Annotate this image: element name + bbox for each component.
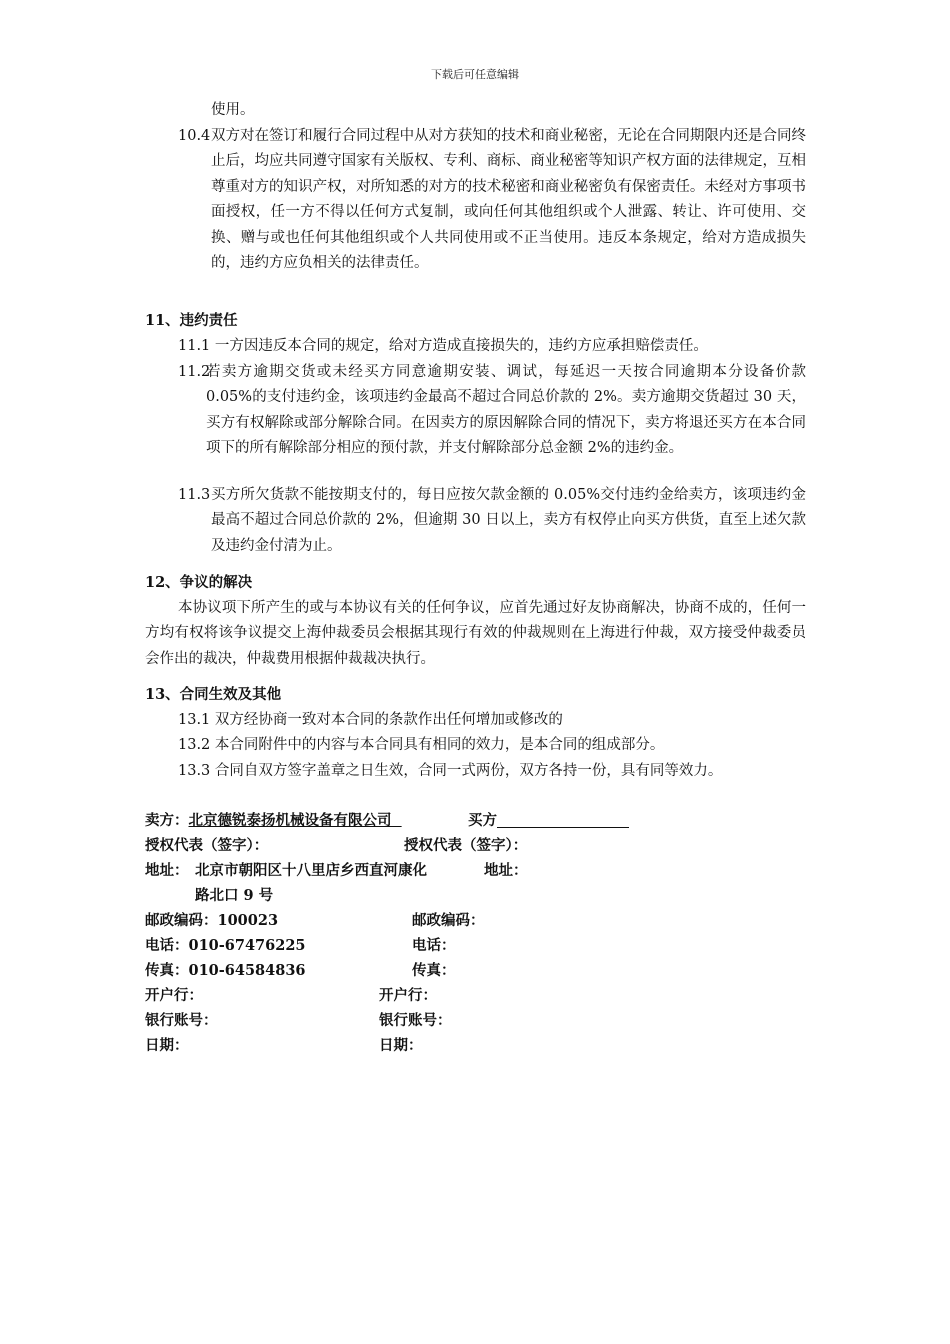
- clause-10-3-tail: 使用。: [211, 102, 255, 118]
- seller-rep: 授权代表（签字）：: [145, 837, 269, 854]
- clause-11-2: 若卖方逾期交货或未经买方同意逾期安装、调试，每延迟一天按合同逾期本分设备价款 0.05%的支付违约金，该项违约金最高不超过合同总价款的 2%。卖方逾期交货超过 30 天，买方有权解除或部分解除合同。在因卖方的原因解除合同的情况下，卖方将退还买方在本合同项下的所有解除部分相应的预付款，并支付解除部分总金额 2%的违约金。: [206, 363, 806, 456]
- clause-10-4: 双方对在签订和履行合同过程中从对方获知的技术和商业秘密，无论在合同期限内还是合同终止后，均应共同遵守国家有关版权、专利、商标、商业秘密等知识产权方面的法律规定，互相尊重对方的知识产权，对所知悉的对方的技术秘密和商业秘密负有保密责任。未经对方事项书面授权，任一方不得以任何方式复制，或向任何其他组织或个人泄露、转让、许可使用、交换、赠与或也任何其他组织或个人共同使用或不正当使用。违反本条规定，给对方造成损失的，违约方应负相关的法律责任。: [211, 127, 806, 271]
- seller-fax: 传真：010-64584836: [145, 962, 306, 979]
- clause-11-1: 11.1 一方因违反本合同的规定，给对方造成直接损失的，违约方应承担赔偿责任。: [178, 338, 708, 354]
- clause-11-3-number: 11.3: [178, 486, 211, 503]
- buyer-fax: 传真：: [412, 962, 456, 979]
- seller-phone: 电话：010-67476225: [145, 937, 306, 954]
- buyer-label: 买方: [468, 812, 497, 829]
- buyer-line: [468, 808, 629, 833]
- clause-11-3: 买方所欠货款不能按期支付的，每日应按欠款金额的 0.05%交付违约金给卖方，该项违约金最高不超过合同总价款的 2%，但逾期 30 日以上，卖方有权停止向买方供货，直至上述欠款及违约金付清为止。: [211, 486, 806, 554]
- buyer-address: 地址：: [484, 862, 528, 879]
- clause-10-4-number: 10.4: [178, 127, 211, 144]
- buyer-bank: 开户行：: [379, 987, 437, 1004]
- clause-13-1: 13.1 双方经协商一致对本合同的条款作出任何增加或修改的: [178, 711, 563, 728]
- clause-13-2: 13.2 本合同附件中的内容与本合同具有相同的效力，是本合同的组成部分。: [178, 737, 665, 753]
- seller-account: 银行账号：: [145, 1012, 218, 1029]
- clause-13-3: 13.3 合同自双方签字盖章之日生效，合同一式两份，双方各持一份，具有同等效力。: [178, 762, 723, 779]
- buyer-phone: 电话：: [412, 937, 456, 954]
- seller-address-line-2: 路北口 9 号: [195, 887, 274, 904]
- clause-11-2-number: 11.2: [178, 363, 211, 380]
- seller-bank: 开户行：: [145, 987, 203, 1004]
- section-11-heading: 11、违约责任: [145, 312, 238, 329]
- seller-line: [145, 808, 402, 833]
- seller-address-label: 地址：: [145, 862, 189, 879]
- seller-label: 卖方：: [145, 812, 189, 829]
- buyer-name-blank: [497, 811, 629, 828]
- section-13-heading: 13、合同生效及其他: [145, 686, 282, 703]
- seller-name: 北京德锐泰扬机械设备有限公司: [188, 812, 392, 829]
- section-12-heading: 12、争议的解决: [145, 574, 253, 591]
- buyer-rep: 授权代表（签字）：: [404, 837, 528, 854]
- page-header: 下载后可任意编辑: [431, 68, 519, 81]
- buyer-date: 日期：: [379, 1037, 423, 1054]
- seller-postcode: 邮政编码：100023: [145, 912, 279, 929]
- section-12-body: 本协议项下所产生的或与本协议有关的任何争议，应首先通过好友协商解决，协商不成的，任何一方均有权将该争议提交上海仲裁委员会根据其现行有效的仲裁规则在上海进行仲裁，双方接受仲裁委员会作出的裁决，仲裁费用根据仲裁裁决执行。: [145, 599, 806, 667]
- buyer-account: 银行账号：: [379, 1012, 452, 1029]
- buyer-postcode: 邮政编码：: [412, 912, 485, 929]
- seller-date: 日期：: [145, 1037, 189, 1054]
- seller-address-line-1: 北京市朝阳区十八里店乡西直河康化: [195, 862, 427, 879]
